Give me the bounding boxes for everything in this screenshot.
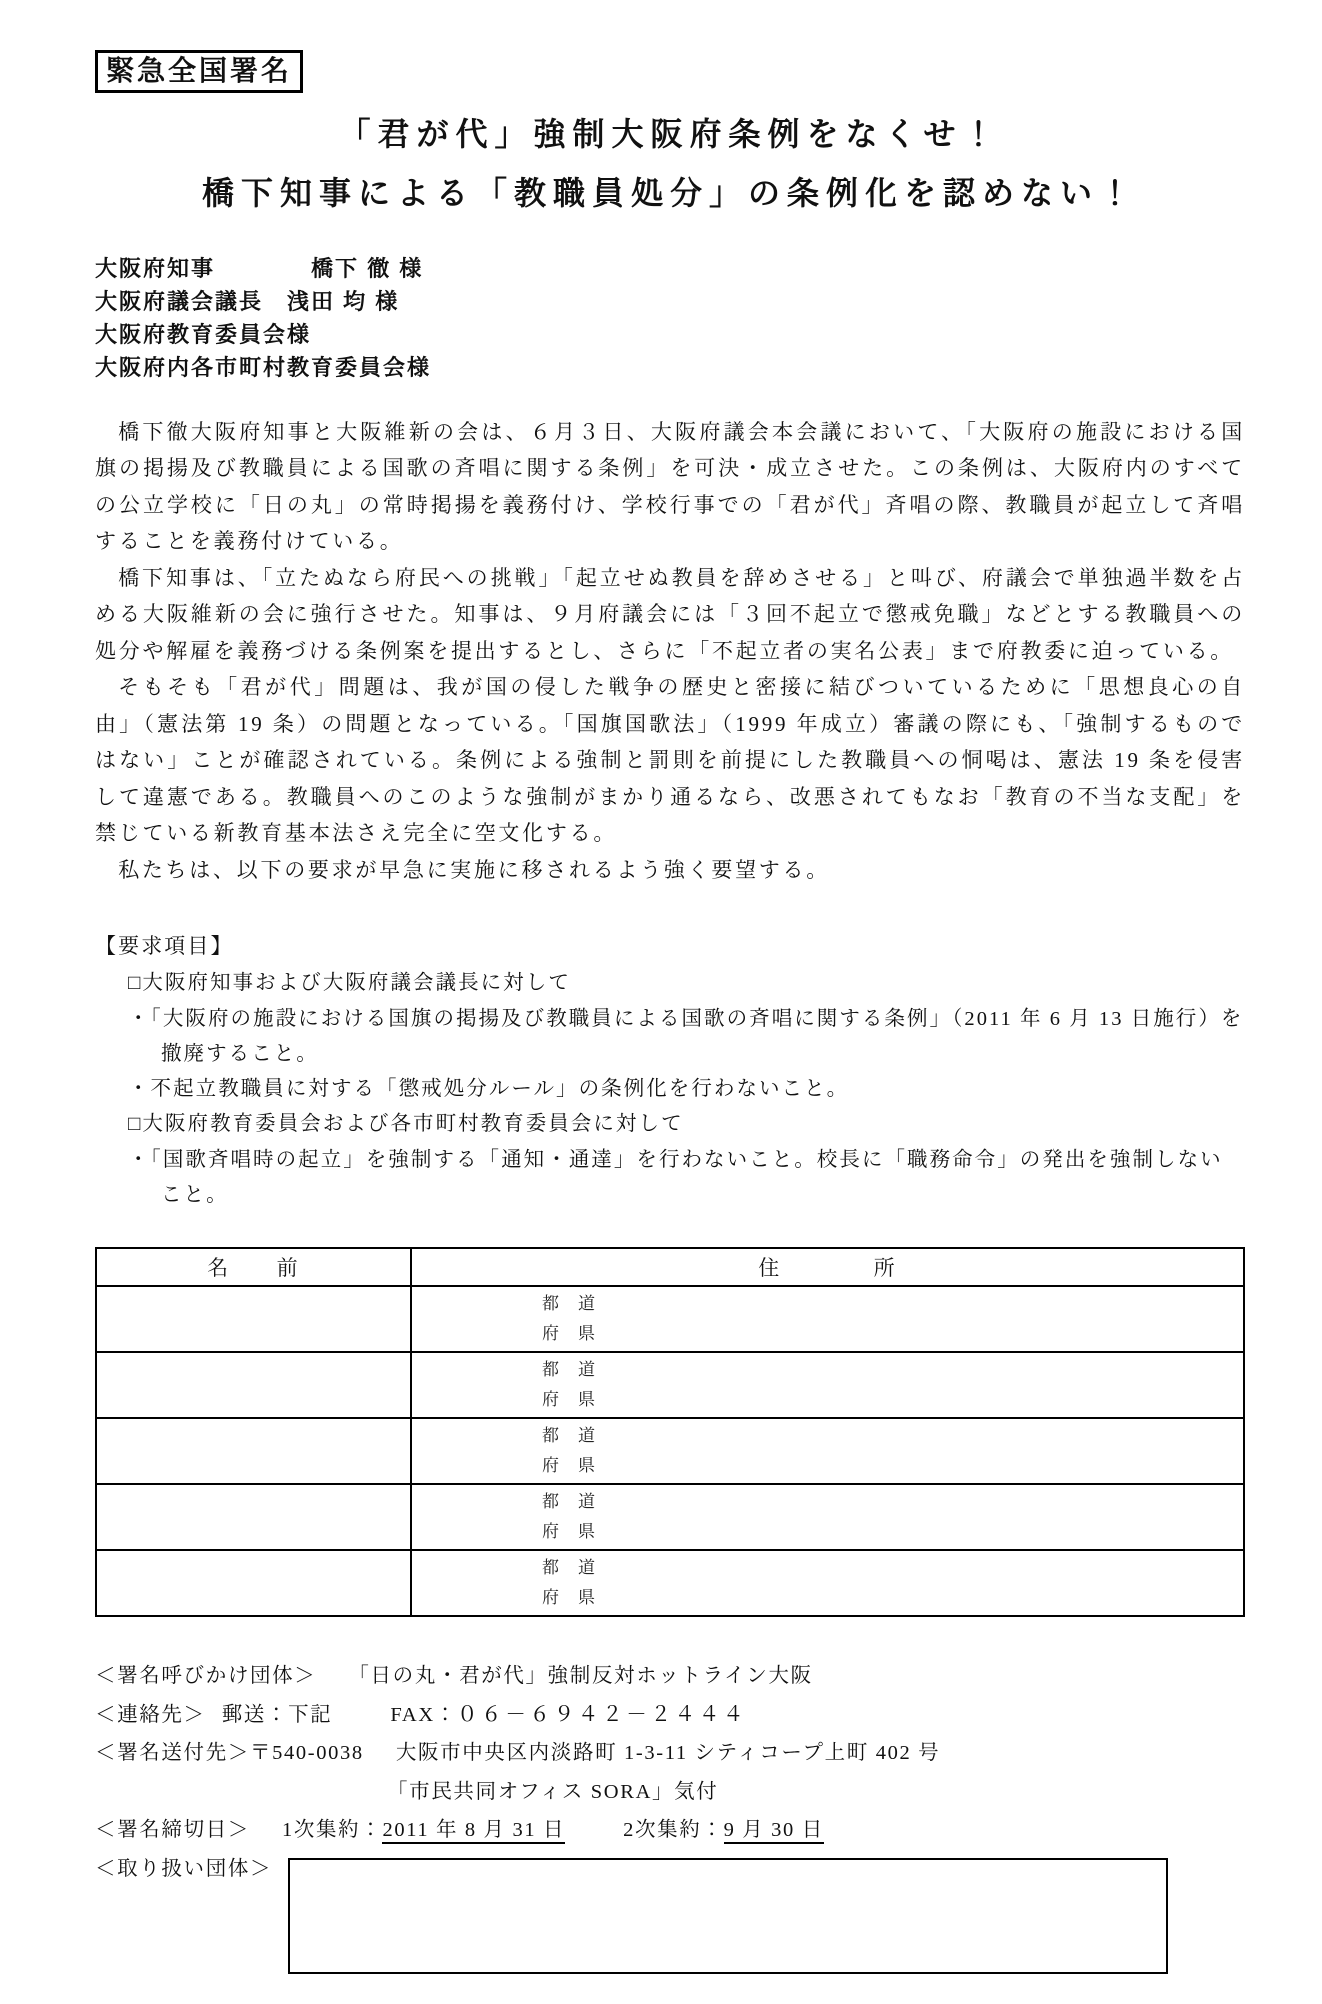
- paragraph-1: 橋下徹大阪府知事と大阪維新の会は、６月３日、大阪府議会本会議において、「大阪府の施設における国旗の掲揚及び教職員による国歌の斉唱に関する条例」を可決・成立させた。この条例は、大阪府内のすべての公立学校に「日の丸」の常時掲揚を義務付け、学校行事での「君が代」斉唱の際、教職員が起立して斉唱することを義務付けている。: [95, 419, 1245, 554]
- prefecture-note-top: 都 道: [542, 1492, 596, 1512]
- prefecture-note-top: 都 道: [542, 1294, 596, 1314]
- send-label: ＜署名送付先＞: [95, 1742, 250, 1765]
- signature-row-2: [96, 1352, 1244, 1418]
- handler-label: ＜取り扱い団体＞: [95, 1857, 273, 1880]
- demand-target-boards: □大阪府教育委員会および各市町村教育委員会に対して: [128, 1113, 684, 1136]
- signature-row-5: [96, 1550, 1244, 1616]
- addressee-assembly-chair: 大阪府議会議長 浅田 均 様: [95, 288, 400, 314]
- demands-heading: 【要求項目】: [95, 934, 234, 959]
- address-cell: [411, 1286, 1244, 1352]
- demand-repeal-ordinance: ・「大阪府の施設における国旗の掲揚及び教職員による国歌の斉唱に関する条例」（2011 年 6 月 13 日施行）を撤廃すること。: [128, 1007, 1244, 1065]
- name-cell: [96, 1286, 411, 1352]
- handler-line: [95, 1850, 1245, 1974]
- deadline-line: [95, 1811, 1245, 1850]
- addressee-board-of-education: 大阪府教育委員会様: [95, 321, 312, 347]
- paragraph-2: 橋下知事は、「立たぬなら府民への挑戦」「起立せぬ教員を辞めさせる」と叫び、府議会で単独過半数を占める大阪維新の会に強行させた。知事は、９月府議会には「３回不起立で懲戒免職」などとする教職員への処分や解雇を義務づける条例案を提出するとし、さらに「不起立者の実名公表」まで府教委に迫っている。: [95, 565, 1245, 663]
- petition-body: [95, 414, 1245, 889]
- prefecture-note-top: 都 道: [542, 1426, 596, 1446]
- prefecture-note-top: 都 道: [542, 1360, 596, 1380]
- send-address: 大阪市中央区内淡路町 1-3-11 シティコープ上町 402 号: [395, 1742, 941, 1765]
- handler-organization-box: [288, 1858, 1168, 1974]
- prefecture-note-bottom: 府 県: [542, 1390, 596, 1410]
- paragraph-4: 私たちは、以下の要求が早急に実施に移されるよう強く要望する。: [118, 857, 830, 882]
- caller-line: [95, 1657, 1245, 1696]
- signature-table-header-row: [96, 1248, 1244, 1286]
- signature-table: [95, 1247, 1245, 1617]
- prefecture-note-bottom: 府 県: [542, 1522, 596, 1542]
- address-column-header: 住 所: [411, 1248, 1244, 1286]
- address-cell: [411, 1352, 1244, 1418]
- send-to-line: [95, 1734, 1245, 1773]
- demand-no-punishment-rule: ・不起立教職員に対する「懲戒処分ルール」の条例化を行わないこと。: [128, 1078, 850, 1101]
- postal-code: 〒540-0038: [249, 1742, 364, 1765]
- demand-target-governor: □大阪府知事および大阪府議会議長に対して: [128, 972, 571, 995]
- send-to-line-2: [95, 1773, 1245, 1812]
- contact-line: [95, 1696, 1245, 1735]
- demands-section: [95, 930, 1245, 1213]
- contact-value: 郵送：下記: [221, 1703, 333, 1726]
- title-line-2: 橋下知事による「教職員処分」の条例化を認めない！: [201, 175, 1138, 212]
- caller-label: ＜署名呼びかけ団体＞: [95, 1665, 317, 1688]
- addressee-list: [95, 252, 1245, 384]
- deadline-label: ＜署名締切日＞: [95, 1819, 250, 1842]
- fax-label: FAX：: [390, 1703, 457, 1726]
- name-column-header: 名 前: [96, 1248, 411, 1286]
- first-collection-date: 2011 年 8 月 31 日: [382, 1819, 565, 1844]
- second-collection-label: 2次集約：: [623, 1819, 724, 1842]
- first-collection-label: 1次集約：: [281, 1819, 383, 1842]
- name-cell: [96, 1352, 411, 1418]
- footer-info: [95, 1657, 1245, 1974]
- name-cell: [96, 1418, 411, 1484]
- addressee-municipal-boards: 大阪府内各市町村教育委員会様: [95, 354, 432, 380]
- address-cell: [411, 1550, 1244, 1616]
- caller-value: 「日の丸・君が代」強制反対ホットライン大阪: [348, 1665, 813, 1688]
- prefecture-note-bottom: 府 県: [542, 1588, 596, 1608]
- demand-no-directives: ・「国歌斉唱時の起立」を強制する「通知・通達」を行わないこと。校長に「職務命令」の発出を強制しないこと。: [128, 1148, 1223, 1206]
- send-address-2: 「市民共同オフィス SORA」気付: [387, 1780, 719, 1803]
- address-cell: [411, 1484, 1244, 1550]
- name-cell: [96, 1550, 411, 1616]
- address-cell: [411, 1418, 1244, 1484]
- signature-row-1: [96, 1286, 1244, 1352]
- title-line-1: 「君が代」強制大阪府条例をなくせ！: [338, 116, 1002, 153]
- fax-number: ０６－６９４２－２４４４: [456, 1703, 748, 1726]
- signature-row-4: [96, 1484, 1244, 1550]
- contact-label: ＜連絡先＞: [95, 1703, 206, 1726]
- name-cell: [96, 1484, 411, 1550]
- addressee-governor: 大阪府知事 橋下 徹 様: [95, 255, 424, 281]
- prefecture-note-bottom: 府 県: [542, 1324, 596, 1344]
- prefecture-note-bottom: 府 県: [542, 1456, 596, 1476]
- document-title: [95, 105, 1245, 223]
- second-collection-date: 9 月 30 日: [724, 1819, 824, 1844]
- signature-row-3: [96, 1418, 1244, 1484]
- urgent-national-signature-badge: 緊急全国署名: [95, 50, 303, 93]
- paragraph-3: そもそも「君が代」問題は、我が国の侵した戦争の歴史と密接に結びついているために「思想良心の自由」（憲法第 19 条）の問題となっている。「国旗国歌法」（1999 年成立）審議の際にも、「強制するものではない」ことが確認されている。条例による強制と罰則を前提にした教職員への恫喝は、憲法 19 条を侵害して違憲である。教職員へのこのような強制がまかり通るなら、改悪されてもなお「教育の不当な支配」を禁じている新教育基本法さえ完全に空文化する。: [95, 675, 1245, 846]
- prefecture-note-top: 都 道: [542, 1558, 596, 1578]
